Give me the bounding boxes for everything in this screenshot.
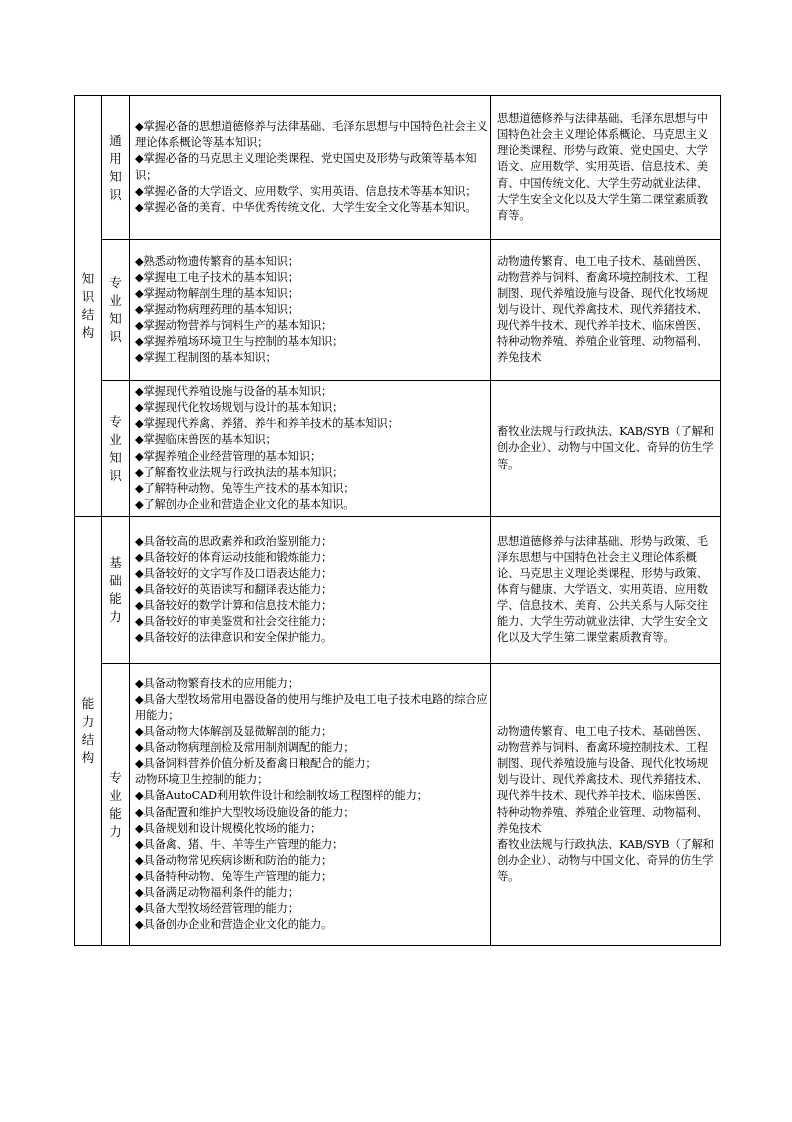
requirement-item: ◆掌握养殖企业经营管理的基本知识； (135, 449, 322, 463)
subcategory-cell (102, 381, 130, 517)
requirement-item: ◆具备动物常见疾病诊断和防治的能力； (135, 853, 333, 867)
requirement-item: ◆具备创办企业和营造企业文化的能力。 (135, 918, 333, 932)
category-label: 能 力 结 构 (81, 696, 95, 765)
requirement-item: ◆具备配置和维护大型牧场设施设备的能力； (135, 805, 355, 819)
courses-cell (491, 664, 721, 946)
requirement-item: ◆具备较好的数学计算和信息技术能力； (135, 599, 333, 613)
requirement-item: ◆具备较好的审美鉴赏和社会交往能力； (135, 615, 333, 629)
requirements-cell (130, 240, 491, 381)
requirement-item: ◆具备禽、猪、牛、羊等生产管理的能力； (135, 837, 344, 851)
subcategory-cell (102, 240, 130, 381)
subcategory-label: 基 础 能 力 (109, 555, 122, 624)
course-text: 思想道德修养与法律基础、毛泽东思想与中国特色社会主义理论体系概论、马克思主义理论类课程、形势与政策、党史国史、大学语文、应用数学、实用英语、信息技术、美育、中国传统文化、大学生劳动就业法律、大学生安全文化以及大学生第二课堂素质教育等。 (497, 112, 708, 222)
table-row (75, 381, 721, 517)
course-text: 畜牧业法规与行政执法、KAB/SYB（了解和创办企业）、动物与中国文化、奇异的仿生学等。 (497, 425, 714, 471)
requirement-item: ◆熟悉动物遗传繁育的基本知识； (135, 254, 299, 268)
courses-cell (491, 96, 721, 240)
requirement-item: ◆掌握必备的大学语文、应用数学、实用英语、信息技术等基本知识； (135, 184, 477, 198)
requirement-item: ◆具备较好的文字写作及口语表达能力； (135, 566, 333, 580)
subcategory-label: 专 业 知 识 (109, 275, 122, 344)
requirement-item: ◆具备动物病理剖检及常用制剂调配的能力； (135, 741, 355, 755)
course-text: 思想道德修养与法律基础、形势与政策、毛泽东思想与中国特色社会主义理论体系概论、马克思主义理论类课程、形势与政策、体育与健康、大学语文、实用英语、应用数学、信息技术、美育、公共关系与人际交往能力、大学生劳动就业法律、大学生安全文化以及大学生第二课堂素质教育等。 (497, 534, 708, 645)
requirements-cell (130, 664, 491, 946)
requirement-item: ◆掌握动物解剖生理的基本知识； (135, 286, 299, 300)
subcategory-cell (102, 517, 130, 664)
requirement-item: ◆具备较好的英语读写和翻译表达能力； (135, 582, 333, 596)
requirement-item: ◆掌握现代养禽、养猪、养牛和养羊技术的基本知识； (135, 417, 399, 431)
requirement-item: ◆具备AutoCAD利用软件设计和绘制牧场工程图样的能力； (135, 789, 428, 803)
subcategory-cell (102, 96, 130, 240)
subcategory-label: 专 业 知 识 (109, 413, 122, 483)
category-cell (75, 96, 102, 517)
courses-cell (491, 381, 721, 517)
requirement-item: ◆具备规划和设计规模化牧场的能力； (135, 821, 322, 835)
table-row (75, 240, 721, 381)
requirement-item: ◆具备较好的体育运动技能和锻炼能力； (135, 550, 333, 564)
requirement-item: ◆掌握电工电子技术的基本知识； (135, 270, 299, 284)
requirements-cell (130, 381, 491, 517)
requirements-cell (130, 517, 491, 664)
category-cell (75, 517, 102, 946)
requirement-item: 动物环境卫生控制的能力； (135, 773, 269, 787)
table-row (75, 517, 721, 664)
requirement-item: ◆具备饲料营养价值分析及畜禽日粮配合的能力； (135, 757, 377, 771)
requirement-item: ◆了解畜牧业法规与行政执法的基本知识； (135, 465, 344, 479)
subcategory-label: 专 业 能 力 (109, 769, 122, 839)
requirement-item: ◆掌握必备的马克思主义理论类课程、党史国史及形势与政策等基本知识； (135, 152, 477, 182)
courses-cell (491, 240, 721, 381)
requirement-item: ◆掌握动物病理药理的基本知识； (135, 302, 299, 316)
requirement-item: ◆掌握养殖场环境卫生与控制的基本知识； (135, 335, 344, 349)
course-text: 动物遗传繁育、电工电子技术、基础兽医、动物营养与饲料、畜禽环境控制技术、工程制图、现代养殖设施与设备、现代化牧场规划与设计、现代养禽技术、现代养猪技术、现代养牛技术、现代养羊技术、临床兽医、特种动物养殖、养殖企业管理、动物福利、养兔技术 (497, 254, 708, 365)
requirement-item: ◆掌握动物营养与饲料生产的基本知识； (135, 319, 333, 333)
requirement-item: ◆掌握现代化牧场规划与设计的基本知识； (135, 401, 344, 415)
requirement-item: ◆具备满足动物福利条件的能力； (135, 885, 299, 899)
requirement-item: ◆具备特种动物、兔等生产管理的能力； (135, 869, 333, 883)
courses-cell (491, 517, 721, 664)
requirement-item: ◆掌握临床兽医的基本知识； (135, 433, 277, 447)
subcategory-cell (102, 664, 130, 946)
table-row (75, 96, 721, 240)
requirement-item: ◆具备动物大体解剖及显微解剖的能力； (135, 725, 333, 739)
requirement-item: ◆掌握现代养殖设施与设备的基本知识； (135, 385, 333, 399)
requirement-item: ◆具备较高的思政素养和政治鉴别能力； (135, 534, 333, 548)
requirement-item: ◆具备较好的法律意识和安全保护能力。 (135, 631, 333, 645)
category-label: 知 识 结 构 (81, 271, 95, 340)
requirement-item: ◆掌握必备的思想道德修养与法律基础、毛泽东思想与中国特色社会主义理论体系概论等基本知识； (135, 120, 488, 150)
requirement-item: ◆了解特种动物、兔等生产技术的基本知识； (135, 481, 355, 495)
course-text: 动物遗传繁育、电工电子技术、基础兽医、动物营养与饲料、畜禽环境控制技术、工程制图、现代养殖设施与设备、现代化牧场规划与设计、现代养禽技术、现代养猪技术、现代养牛技术、现代养羊技术、临床兽医、特种动物养殖、养殖企业管理、动物福利、养兔技术 (497, 725, 708, 835)
subcategory-label: 通 用 知 识 (109, 132, 122, 202)
requirement-item: ◆具备动物繁育技术的应用能力； (135, 676, 299, 690)
requirement-item: ◆了解创办企业和营造企业文化的基本知识。 (135, 497, 355, 511)
curriculum-table (74, 95, 721, 946)
table-row (75, 664, 721, 946)
course-text: 畜牧业法规与行政执法、KAB/SYB（了解和创办企业）、动物与中国文化、奇异的仿生学等。 (497, 837, 714, 883)
requirement-item: ◆掌握工程制图的基本知识； (135, 351, 277, 365)
requirement-item: ◆具备大型牧场常用电器设备的使用与维护及电工电子技术电路的综合应用能力； (135, 692, 488, 722)
requirement-item: ◆掌握必备的美育、中华优秀传统文化、大学生安全文化等基本知识。 (135, 200, 477, 214)
requirement-item: ◆具备大型牧场经营管理的能力； (135, 902, 299, 916)
requirements-cell (130, 96, 491, 240)
